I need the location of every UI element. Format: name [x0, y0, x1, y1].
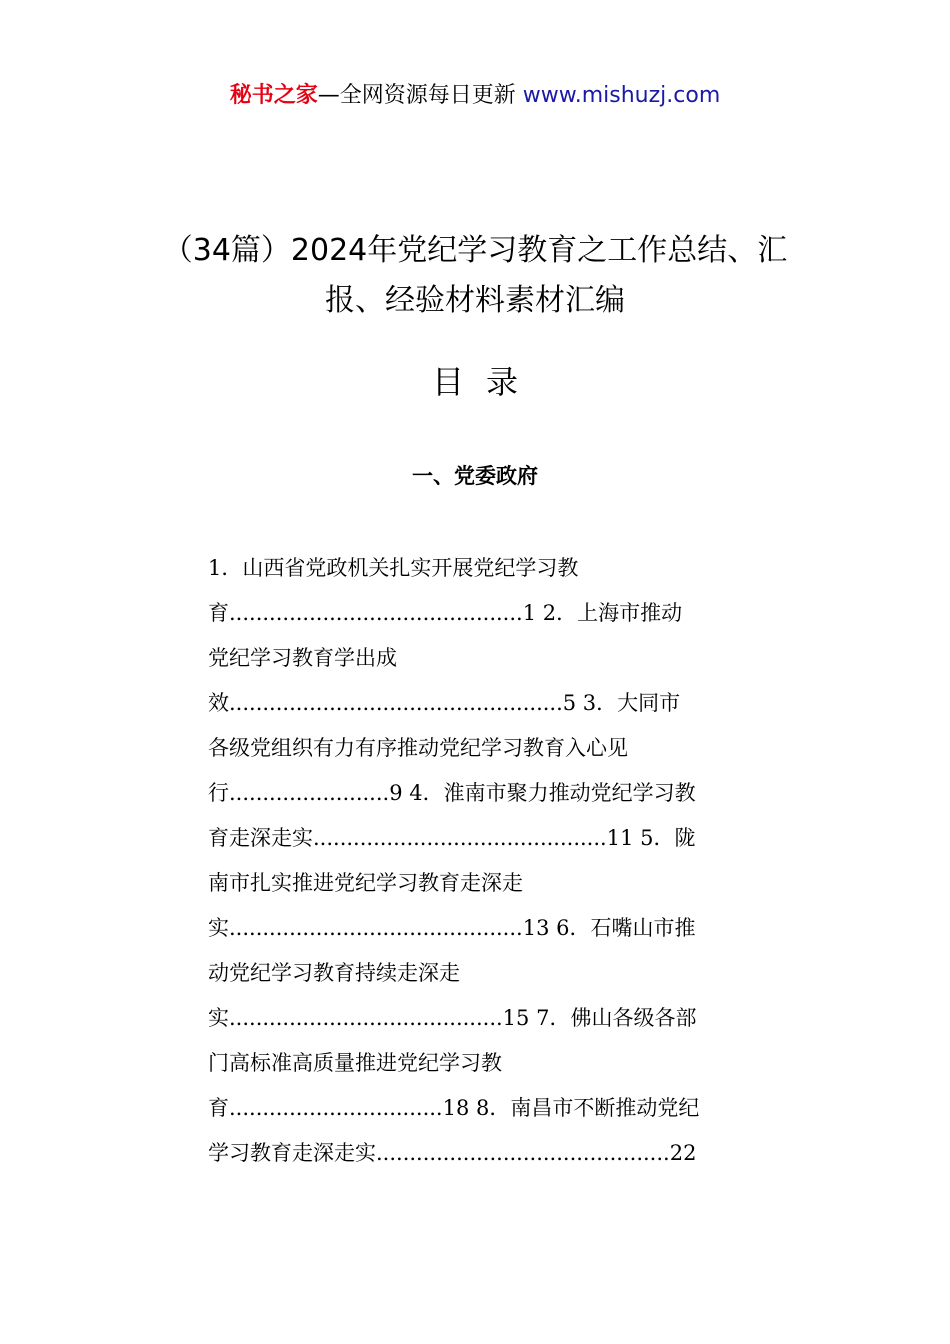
site-header [0, 80, 950, 112]
table-of-contents [208, 546, 744, 1176]
header-tagline: —全网资源每日更新 [317, 83, 516, 108]
toc-line[interactable]: 效..................................................5 3．大同市 [208, 691, 681, 715]
toc-line[interactable]: 行........................9 4．淮南市聚力推动党纪学习教 [208, 781, 696, 805]
toc-line[interactable]: 育走深走实............................................11 5．陇 [208, 826, 696, 850]
document-title [130, 226, 820, 326]
toc-line[interactable]: 实............................................13 6．石嘴山市推 [208, 916, 696, 940]
toc-line[interactable]: 实.........................................15 7．佛山各级各部 [208, 1006, 697, 1030]
toc-line[interactable]: 育............................................1 2．上海市推动 [208, 601, 683, 625]
toc-line[interactable]: 各级党组织有力有序推动党纪学习教育入心见 [208, 736, 628, 760]
toc-line[interactable]: 动党纪学习教育持续走深走 [208, 961, 460, 985]
toc-line[interactable]: 学习教育走深走实............................................22 [208, 1141, 697, 1165]
site-url-link[interactable]: www.mishuzj.com [522, 83, 721, 108]
toc-line[interactable]: 1．山西省党政机关扎实开展党纪学习教 [208, 556, 579, 580]
toc-line[interactable]: 南市扎实推进党纪学习教育走深走 [208, 871, 523, 895]
toc-heading: 目录 [431, 363, 540, 401]
section-heading: 一、党委政府 [412, 464, 538, 488]
brand-name: 秘书之家 [229, 83, 318, 108]
toc-line[interactable]: 育................................18 8．南昌市不断推动党纪 [208, 1096, 700, 1120]
toc-line[interactable]: 门高标准高质量推进党纪学习教 [208, 1051, 502, 1075]
document-title-line-2: 报、经验材料素材汇编 [325, 283, 625, 318]
document-title-line-1: （34篇）2024年党纪学习教育之工作总结、汇 [162, 233, 788, 268]
toc-line[interactable]: 党纪学习教育学出成 [208, 646, 397, 670]
